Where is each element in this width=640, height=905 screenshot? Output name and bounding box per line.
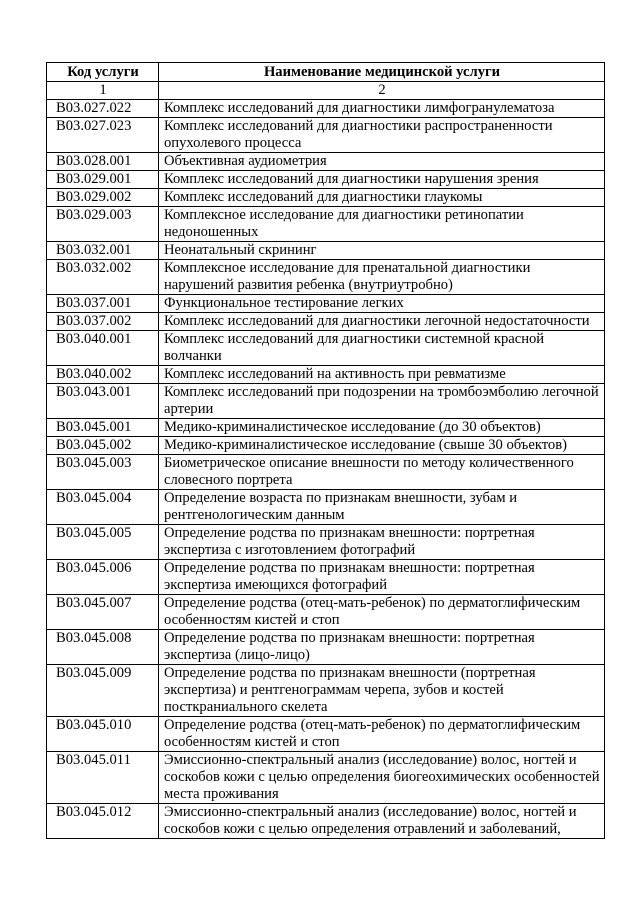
table-row [47, 189, 605, 207]
service-name-cell: Неонатальный скрининг [159, 242, 605, 260]
service-name-cell: Функциональное тестирование легких [159, 295, 605, 313]
service-code-cell: B03.028.001 [47, 153, 159, 171]
service-name-cell: Определение родства по признакам внешности: портретная экспертиза с изготовлением фотографий [159, 525, 605, 560]
service-code-cell: B03.045.010 [47, 717, 159, 752]
table-row [47, 455, 605, 490]
header-service-code: Код услуги [47, 63, 159, 82]
service-code-cell: B03.045.006 [47, 560, 159, 595]
service-name-cell: Комплекс исследований для диагностики легочной недостаточности [159, 313, 605, 331]
table-row [47, 171, 605, 189]
column-number-code: 1 [47, 82, 159, 100]
service-name-cell: Комплекс исследований для диагностики нарушения зрения [159, 171, 605, 189]
service-name-cell: Комплекс исследований для диагностики глаукомы [159, 189, 605, 207]
service-code-cell: B03.040.001 [47, 331, 159, 366]
service-name-cell: Комплекс исследований для диагностики лимфогранулематоза [159, 100, 605, 118]
table-row [47, 207, 605, 242]
service-name-cell: Комплекс исследований для диагностики системной красной волчанки [159, 331, 605, 366]
service-code-cell: B03.045.011 [47, 752, 159, 804]
table-row [47, 752, 605, 804]
service-name-cell: Медико-криминалистическое исследование (до 30 объектов) [159, 419, 605, 437]
service-name-cell: Эмиссионно-спектральный анализ (исследование) волос, ногтей и соскобов кожи с целью определения отравлений и заболеваний, [159, 804, 605, 839]
table-row [47, 242, 605, 260]
service-code-cell: B03.029.003 [47, 207, 159, 242]
service-name-cell: Комплексное исследование для пренатальной диагностики нарушений развития ребенка (внутриутробно) [159, 260, 605, 295]
service-code-cell: B03.045.004 [47, 490, 159, 525]
table-row [47, 595, 605, 630]
service-name-cell: Определение родства по признакам внешности: портретная экспертиза имеющихся фотографий [159, 560, 605, 595]
service-code-cell: B03.027.022 [47, 100, 159, 118]
service-name-cell: Определение родства по признакам внешности (портретная экспертиза) и рентгенограммам черепа, зубов и костей посткраниального скелета [159, 665, 605, 717]
service-name-cell: Медико-криминалистическое исследование (свыше 30 объектов) [159, 437, 605, 455]
table-row [47, 153, 605, 171]
service-name-cell: Комплексное исследование для диагностики ретинопатии недоношенных [159, 207, 605, 242]
table-row [47, 665, 605, 717]
service-code-cell: B03.045.007 [47, 595, 159, 630]
service-code-cell: B03.043.001 [47, 384, 159, 419]
service-code-cell: B03.029.001 [47, 171, 159, 189]
medical-services-table [46, 62, 605, 839]
table-row [47, 437, 605, 455]
service-name-cell: Комплекс исследований на активность при ревматизме [159, 366, 605, 384]
table-row [47, 384, 605, 419]
service-code-cell: B03.045.001 [47, 419, 159, 437]
service-code-cell: B03.037.001 [47, 295, 159, 313]
service-name-cell: Определение возраста по признакам внешности, зубам и рентгенологическим данным [159, 490, 605, 525]
service-name-cell: Комплекс исследований при подозрении на тромбоэмболию легочной артерии [159, 384, 605, 419]
table-row [47, 118, 605, 153]
service-code-cell: B03.045.012 [47, 804, 159, 839]
service-name-cell: Комплекс исследований для диагностики распространенности опухолевого процесса [159, 118, 605, 153]
table-row [47, 419, 605, 437]
table-row [47, 630, 605, 665]
table-row [47, 490, 605, 525]
table-row [47, 525, 605, 560]
table-header-row [47, 63, 605, 82]
service-name-cell: Эмиссионно-спектральный анализ (исследование) волос, ногтей и соскобов кожи с целью определения биогеохимических особенностей места проживания [159, 752, 605, 804]
table-row [47, 331, 605, 366]
service-code-cell: B03.045.008 [47, 630, 159, 665]
table-row [47, 100, 605, 118]
service-code-cell: B03.027.023 [47, 118, 159, 153]
service-name-cell: Биометрическое описание внешности по методу количественного словесного портрета [159, 455, 605, 490]
table-row [47, 717, 605, 752]
column-number-row [47, 82, 605, 100]
table-row [47, 560, 605, 595]
service-code-cell: B03.032.001 [47, 242, 159, 260]
service-code-cell: B03.045.003 [47, 455, 159, 490]
service-code-cell: B03.045.005 [47, 525, 159, 560]
service-name-cell: Определение родства (отец-мать-ребенок) по дерматоглифическим особенностям кистей и стоп [159, 717, 605, 752]
service-code-cell: B03.032.002 [47, 260, 159, 295]
service-code-cell: B03.045.002 [47, 437, 159, 455]
service-code-cell: B03.040.002 [47, 366, 159, 384]
service-code-cell: B03.045.009 [47, 665, 159, 717]
service-name-cell: Определение родства по признакам внешности: портретная экспертиза (лицо-лицо) [159, 630, 605, 665]
service-code-cell: B03.029.002 [47, 189, 159, 207]
table-row [47, 313, 605, 331]
column-number-name: 2 [159, 82, 605, 100]
service-code-cell: B03.037.002 [47, 313, 159, 331]
service-name-cell: Определение родства (отец-мать-ребенок) по дерматоглифическим особенностям кистей и стоп [159, 595, 605, 630]
table-body [47, 100, 605, 839]
table-row [47, 366, 605, 384]
table-row [47, 295, 605, 313]
service-name-cell: Объективная аудиометрия [159, 153, 605, 171]
table-row [47, 260, 605, 295]
table-row [47, 804, 605, 839]
header-service-name: Наименование медицинской услуги [159, 63, 605, 82]
